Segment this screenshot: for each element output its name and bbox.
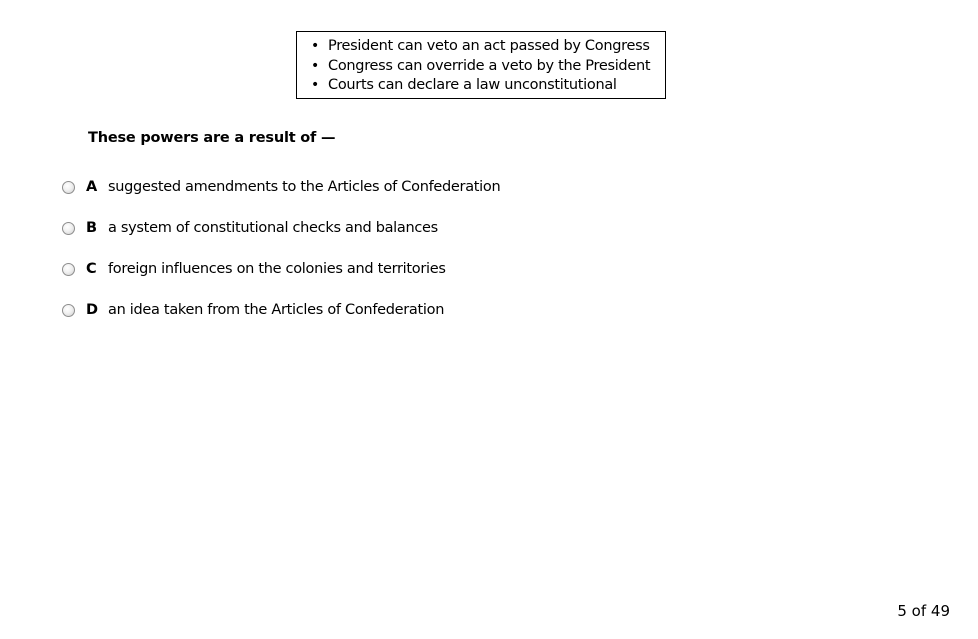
- choice-text: a system of constitutional checks and balances: [108, 220, 438, 236]
- choice-letter: D: [86, 302, 99, 318]
- answer-choice-d[interactable]: [62, 299, 500, 321]
- radio-button-icon[interactable]: [62, 304, 75, 317]
- answer-choices: [62, 176, 500, 340]
- choice-letter: A: [86, 179, 98, 195]
- radio-button-icon[interactable]: [62, 222, 75, 235]
- bullet-icon: •: [311, 77, 319, 93]
- radio-button-icon[interactable]: [62, 263, 75, 276]
- stimulus-list: [309, 37, 665, 96]
- choice-text: an idea taken from the Articles of Confederation: [108, 302, 445, 318]
- radio-button-icon[interactable]: [62, 181, 75, 194]
- choice-letter: C: [86, 261, 97, 277]
- choice-letter: B: [86, 220, 98, 236]
- stimulus-item-text: President can veto an act passed by Congress: [328, 38, 650, 54]
- answer-choice-b[interactable]: [62, 217, 500, 239]
- answer-choice-c[interactable]: [62, 258, 500, 280]
- bullet-icon: •: [311, 57, 319, 74]
- stimulus-item: [309, 76, 665, 96]
- stimulus-box: [296, 31, 666, 99]
- answer-choice-a[interactable]: [62, 176, 500, 198]
- choice-text: suggested amendments to the Articles of Confederation: [108, 179, 501, 195]
- bullet-icon: •: [311, 38, 319, 54]
- stimulus-item-text: Congress can override a veto by the President: [328, 57, 651, 74]
- page-counter: 5 of 49: [897, 602, 950, 620]
- stimulus-item: [309, 37, 665, 57]
- question-stem: These powers are a result of —: [88, 130, 336, 146]
- choice-text: foreign influences on the colonies and territories: [108, 261, 446, 277]
- stimulus-item-text: Courts can declare a law unconstitutional: [328, 77, 617, 93]
- stimulus-item: [309, 57, 665, 77]
